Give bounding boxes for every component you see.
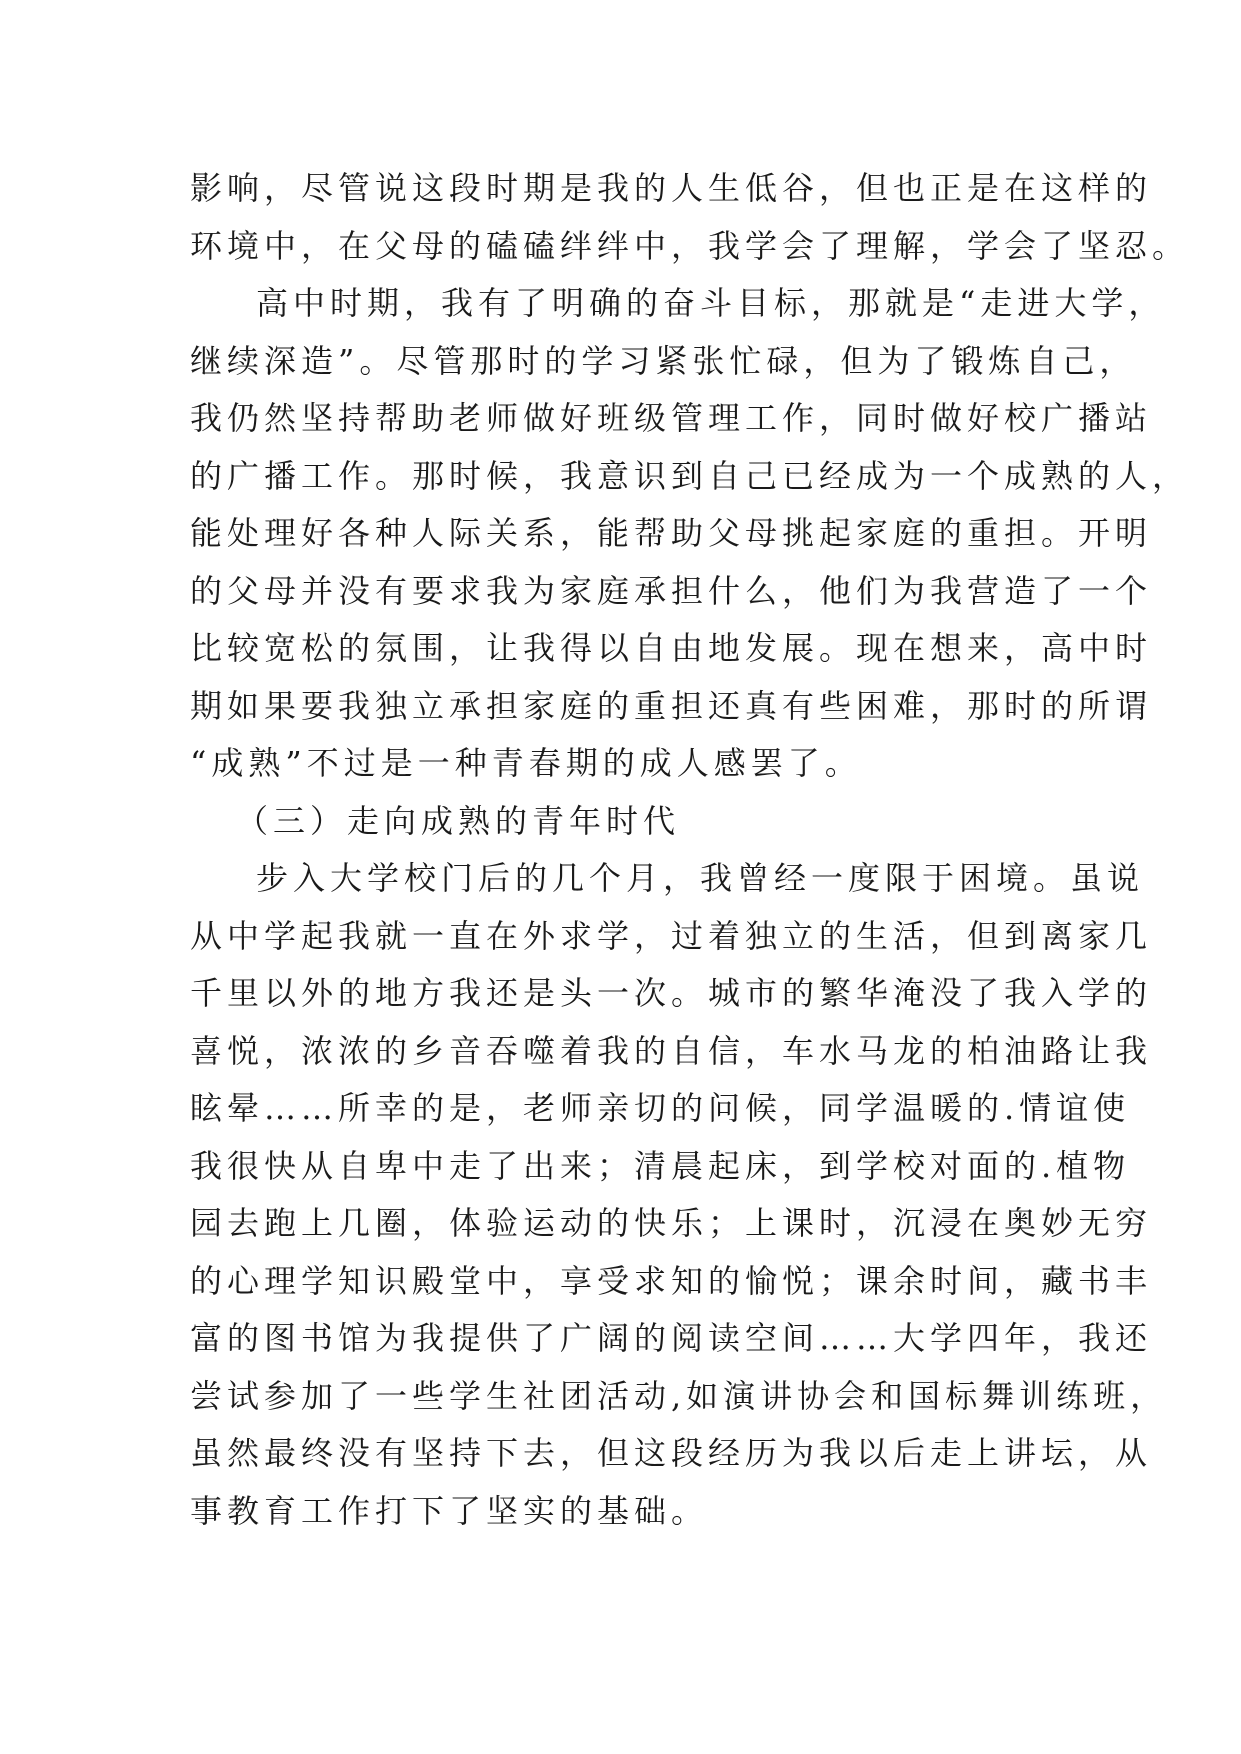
section-heading-text: （三）走向成熟的青年时代 xyxy=(236,801,681,840)
text-line: 比较宽松的氛围，让我得以自由地发展。现在想来，高中时 xyxy=(190,629,1153,667)
text-line: 千里以外的地方我还是头一次。城市的繁华淹没了我入学的 xyxy=(190,974,1153,1012)
paragraph-high-school xyxy=(190,275,1190,793)
text-line: 能处理好各种人际关系，能帮助父母挑起家庭的重担。开明 xyxy=(190,514,1153,552)
section-heading xyxy=(190,793,1050,851)
text-line: 尝试参加了一些学生社团活动,如演讲协会和国标舞训练班， xyxy=(190,1376,1168,1415)
text-line: 事教育工作打下了坚实的基础。 xyxy=(190,1491,709,1530)
text-line: “成熟”不过是一种青春期的成人感罢了。 xyxy=(190,744,862,782)
text-line: 喜悦，浓浓的乡音吞噬着我的自信，车水马龙的柏油路让我 xyxy=(190,1031,1153,1070)
text-line: 富的图书馆为我提供了广阔的阅读空间……大学四年，我还 xyxy=(190,1319,1153,1357)
text-line: 从中学起我就一直在外求学，过着独立的生活，但到离家几 xyxy=(190,916,1153,955)
paragraph-university xyxy=(190,850,1168,1540)
text-line: 的父母并没有要求我为家庭承担什么，他们为我营造了一个 xyxy=(190,571,1153,610)
text-line: 眩晕……所幸的是，老师亲切的问候，同学温暖的.情谊使 xyxy=(190,1089,1131,1127)
text-line: 环境中，在父母的磕磕绊绊中，我学会了理解，学会了坚忍。 xyxy=(190,226,1190,265)
text-line: 高中时期，我有了明确的奋斗目标，那就是“走进大学， xyxy=(256,284,1166,322)
text-line: 继续深造”。尽管那时的学习紧张忙碌，但为了锻炼自己， xyxy=(190,341,1137,380)
text-line: 的广播工作。那时候，我意识到自己已经成为一个成熟的人， xyxy=(190,456,1190,495)
text-line: 步入大学校门后的几个月，我曾经一度限于困境。虽说 xyxy=(256,859,1145,897)
text-line: 我很快从自卑中走了出来；清晨起床，到学校对面的.植物 xyxy=(190,1146,1131,1185)
text-line: 园去跑上几圈，体验运动的快乐；上课时，沉浸在奥妙无穷 xyxy=(190,1204,1153,1242)
text-line: 期如果要我独立承担家庭的重担还真有些困难，那时的所谓 xyxy=(190,686,1153,725)
text-line: 我仍然坚持帮助老师做好班级管理工作，同时做好校广播站 xyxy=(190,399,1153,437)
paragraph-continued xyxy=(190,160,1190,275)
text-line: 的心理学知识殿堂中，享受求知的愉悦；课余时间，藏书丰 xyxy=(190,1261,1153,1300)
text-line: 虽然最终没有坚持下去，但这段经历为我以后走上讲坛，从 xyxy=(190,1434,1153,1472)
document-body xyxy=(190,160,1190,1540)
text-line: 影响，尽管说这段时期是我的人生低谷，但也正是在这样的 xyxy=(190,169,1153,207)
